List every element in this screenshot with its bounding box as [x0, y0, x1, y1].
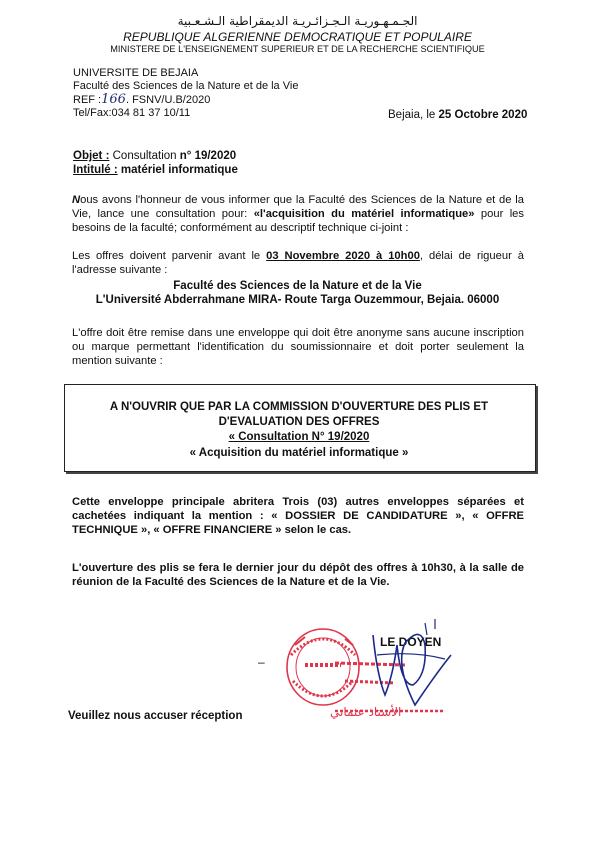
header-republic: REPUBLIQUE ALGERIENNE DEMOCRATIQUE ET POPULAIRE — [123, 30, 472, 44]
objet-label: Objet : — [73, 150, 110, 162]
university-name: UNIVERSITE DE BEJAIA — [73, 67, 199, 79]
reference — [73, 93, 210, 107]
para2-text-a: Les offres doivent parvenir avant le — [72, 250, 267, 262]
ref-prefix: REF : — [73, 94, 102, 106]
mention-line-1: A N'OUVRIR QUE PAR LA COMMISSION D'OUVERTURE DES PLIS ET — [109, 401, 489, 413]
address-line-1: Faculté des Sciences de la Nature et de la Vie — [173, 280, 422, 292]
intitule-label: Intitulé : — [73, 164, 118, 176]
paragraph-deadline — [72, 250, 524, 278]
telfax: Tel/Fax:034 81 37 10/11 — [73, 107, 191, 119]
ref-suffix: . FSNV/U.B/2020 — [125, 94, 211, 106]
mention-line-3: « Consultation N° 19/2020 — [228, 431, 370, 443]
stamp-name-text: الأستاذ عثماني — [330, 705, 402, 719]
objet-line — [73, 150, 236, 162]
intitule-text: matériel informatique — [117, 164, 238, 176]
signature-title: LE DOYEN — [380, 635, 442, 649]
address-line-2: L'Université Abderrahmane MIRA- Route Targa Ouzemmour, Bejaia. 06000 — [95, 294, 500, 306]
date-prefix: Bejaia, le — [388, 109, 439, 121]
paragraph-announcement — [72, 194, 524, 235]
closing-line: Veuillez nous accuser réception — [68, 710, 243, 722]
para1-bold: «l'acquisition du matériel informatique» — [253, 207, 475, 220]
faculty-name: Faculté des Sciences de la Nature et de la Vie — [73, 80, 299, 92]
paragraph-envelopes: Cette enveloppe principale abritera Trois (03) autres enveloppes séparées et cachetées indiquant la mention : « DOSSIER DE CANDIDATURE », « OFFRE TECHNIQUE », « OFFRE FINANCIERE » selon le cas. — [72, 496, 524, 536]
header-ministry: MINISTERE DE L'ENSEIGNEMENT SUPERIEUR ET DE LA RECHERCHE SCIENTIFIQUE — [110, 44, 485, 54]
deadline: 03 Novembre 2020 à 10h00 — [266, 250, 420, 262]
intitule-line — [73, 164, 238, 176]
para2-text-b: , délai de rigueur à l'adresse suivante : — [72, 250, 524, 276]
mention-line-2: D'EVALUATION DES OFFRES — [218, 416, 380, 428]
objet-text: Consultation — [109, 150, 180, 162]
signature-dash: – — [258, 655, 265, 669]
mention-line-4: « Acquisition du matériel informatique » — [189, 447, 409, 459]
para1-text-a: ous avons l'honneur de vous informer que la Faculté des Sciences de la Nature et de la Vie, lance une consultation pour: — [72, 194, 524, 220]
paragraph-opening: L'ouverture des plis se fera le dernier jour du dépôt des offres à 10h30, à la salle de réunion de la Faculté des Sciences de la Nature et de la Vie. — [72, 562, 524, 588]
ref-number-handwritten: 166 — [101, 92, 126, 107]
date-line — [388, 109, 527, 121]
date-value: 25 Octobre 2020 — [438, 109, 528, 121]
header-arabic: الجـمـهـوريـة الـجـزائـريـة الديمقراطية الـشـعـبية — [177, 14, 418, 28]
drop-letter: N — [72, 194, 81, 206]
objet-number: n° 19/2020 — [179, 150, 237, 162]
paragraph-envelope: L'offre doit être remise dans une enveloppe qui doit être anonyme sans aucune inscription ou marque permettant l'identification du soumissionnaire et doit porter seulement la mention suivante : — [72, 327, 524, 367]
para1-text-b: pour les besoins de la faculté; conformément au descriptif technique ci-joint : — [72, 207, 524, 234]
